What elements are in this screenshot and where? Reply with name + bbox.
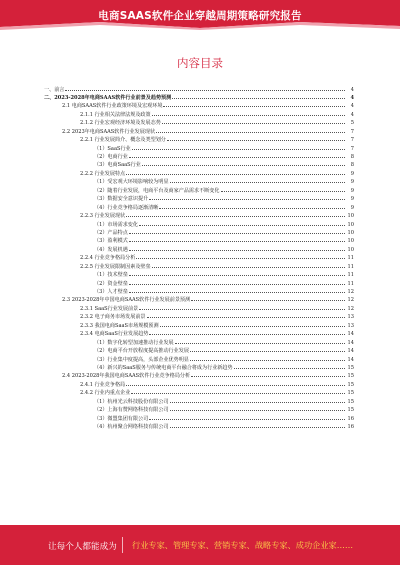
toc-entry[interactable] (44, 413, 354, 421)
toc-entry-title: （3）人才壁垒 (94, 289, 128, 295)
toc-entry-page: 14 (347, 348, 354, 355)
toc-entry[interactable] (44, 244, 354, 252)
toc-entry[interactable] (44, 185, 354, 193)
toc-entry[interactable] (44, 219, 354, 227)
toc-leader-dots (160, 320, 345, 327)
toc-entry[interactable] (44, 202, 354, 210)
toc-leader-dots (129, 244, 345, 251)
toc-entry[interactable] (44, 92, 354, 100)
footer-tagline: 行业专家、管理专家、营销专家、战略专家、成功企业家…… (132, 540, 354, 550)
toc-entry-page: 7 (350, 137, 354, 144)
toc-leader-dots (221, 185, 346, 192)
toc-entry-title: 2.2.5 行业发展限制因素及壁垒 (80, 263, 151, 270)
toc-entry-title: 2.1 电商SAAS软件行业政策环境及宏观环境 (62, 103, 163, 110)
toc-entry-title: 一、前言 (44, 86, 65, 93)
toc-entry[interactable] (44, 337, 354, 345)
toc-entry[interactable] (44, 329, 354, 337)
toc-entry-title: （4）发展机遇 (94, 246, 128, 253)
toc-entry[interactable] (44, 354, 354, 362)
toc-entry[interactable] (44, 143, 354, 151)
toc-leader-dots (156, 126, 345, 133)
toc-entry[interactable] (44, 422, 354, 430)
toc-leader-dots (170, 405, 345, 412)
toc-entry[interactable] (44, 312, 354, 320)
toc-entry[interactable] (44, 253, 354, 261)
page-footer (0, 525, 400, 565)
toc-leader-dots (149, 194, 345, 201)
toc-leader-dots (191, 295, 345, 302)
toc-entry[interactable] (44, 194, 354, 202)
toc-entry[interactable] (44, 278, 354, 286)
toc-entry-title: （2）电商行业 (94, 154, 128, 160)
toc-entry[interactable] (44, 362, 354, 370)
toc-entry-title: 2.4.1 行业竞争格局 (80, 381, 126, 388)
toc-entry-page: 15 (347, 407, 354, 414)
toc-entry-page: 11 (347, 272, 354, 279)
toc-leader-dots (167, 135, 345, 142)
toc-entry-title: （2）电商平台开放程度提高推动行业发展 (94, 348, 189, 355)
toc-entry[interactable] (44, 101, 354, 109)
toc-entry-title: （1）数字化转型加速推动行业发展 (94, 339, 174, 346)
toc-entry-title: （2）上海有赞网络科技有限公司 (94, 407, 169, 414)
toc-entry-title: （1）受宏观大环境影响较为明显 (94, 179, 169, 186)
toc-entry-page: 10 (347, 213, 354, 220)
toc-entry[interactable] (44, 227, 354, 235)
toc-entry[interactable] (44, 396, 354, 404)
toc-leader-dots (65, 84, 345, 91)
toc-entry-title: 2.1.2 行业宏观经济环境及发展态势 (80, 120, 161, 127)
toc-leader-dots (129, 287, 345, 294)
page-header (0, 0, 400, 30)
toc-leader-dots (136, 253, 345, 260)
toc-entry-page: 10 (347, 221, 354, 228)
toc-entry-title: （4）杭州聚合网络科技有限公司 (94, 424, 169, 430)
toc-entry-page: 12 (347, 297, 354, 304)
toc-leader-dots (129, 278, 345, 285)
toc-entry-page: 9 (350, 179, 354, 186)
toc-leader-dots (170, 422, 345, 429)
toc-entry-title: （3）行业集中度提高，头部企业优势明显 (94, 356, 189, 363)
toc-entry-title: （1）杭州光云科技股份有限公司 (94, 398, 169, 405)
toc-entry[interactable] (44, 295, 354, 303)
toc-entry[interactable] (44, 379, 354, 387)
toc-entry-title: （4）新兴的SaaS服务与传统电商平台融合将成为行业新趋势 (94, 364, 233, 371)
toc-leader-dots (129, 270, 345, 277)
toc-entry-page: 9 (350, 204, 354, 211)
toc-entry-page: 8 (350, 154, 354, 160)
toc-entry[interactable] (44, 177, 354, 185)
toc-leader-dots (142, 160, 345, 167)
toc-entry-page: 14 (347, 356, 354, 363)
toc-entry-title: （2）资金壁垒 (94, 280, 128, 287)
toc-entry[interactable] (44, 152, 354, 160)
toc-entry-page: 12 (347, 289, 354, 295)
toc-entry-title: （1）技术壁垒 (94, 272, 128, 279)
toc-leader-dots (163, 101, 345, 108)
toc-leader-dots (149, 329, 345, 336)
toc-entry[interactable] (44, 168, 354, 176)
toc-entry[interactable] (44, 118, 354, 126)
toc-entry-page: 13 (347, 322, 354, 329)
toc-entry[interactable] (44, 405, 354, 413)
toc-leader-dots (129, 236, 345, 243)
toc-entry-title: （3）微盟集团有限公司 (94, 415, 149, 422)
toc-entry-title: 2.3 2023-2028年中国电商SAAS软件行业发展前景预测 (62, 297, 191, 304)
toc-entry-page: 7 (350, 145, 354, 152)
toc-entry[interactable] (44, 303, 354, 311)
toc-entry[interactable] (44, 371, 354, 379)
toc-entry[interactable] (44, 84, 354, 92)
toc-leader-dots (149, 413, 345, 420)
toc-entry[interactable] (44, 261, 354, 269)
toc-entry[interactable] (44, 160, 354, 168)
toc-entry-title: 二、2023-2028年电商SAAS软件行业前景及趋势预测 (44, 94, 172, 101)
toc-entry-page: 16 (347, 424, 354, 430)
toc-leader-dots (170, 177, 345, 184)
toc-entry-title: 2.4 2023-2028年我国电商SAAS软件行业竞争格局分析 (62, 373, 191, 380)
toc-entry-page: 14 (347, 331, 354, 338)
toc-leader-dots (190, 354, 345, 361)
toc-entry[interactable] (44, 320, 354, 328)
toc-entry-page: 4 (350, 111, 354, 118)
toc-leader-dots (139, 303, 345, 310)
toc-leader-dots (152, 261, 345, 268)
toc-entry-page: 15 (347, 364, 354, 371)
toc-leader-dots (172, 92, 345, 99)
toc-entry-page: 15 (347, 373, 354, 380)
toc-entry-title: 2.2.1 行业发展简介、概念及类型划分 (80, 137, 166, 144)
table-of-contents (44, 84, 354, 430)
toc-entry-title: 2.1.1 行业相关法律法规及政策 (80, 111, 151, 118)
toc-entry-title: （1）市场需求变化 (94, 221, 138, 228)
toc-entry-page: 9 (350, 196, 354, 203)
toc-entry[interactable] (44, 388, 354, 396)
toc-leader-dots (126, 168, 345, 175)
toc-entry-page: 8 (350, 162, 354, 169)
toc-entry-title: 2.3.4 电商SaaS行业发展趋势 (80, 331, 149, 338)
toc-entry-title: 2.2 2023年电商SAAS软件行业发展现状 (62, 128, 156, 135)
toc-entry-title: 2.3.1 SaaS行业发展前景 (80, 305, 139, 312)
toc-entry-page: 15 (347, 381, 354, 388)
toc-entry-page: 11 (347, 280, 354, 287)
toc-entry-page: 16 (347, 415, 354, 422)
toc-leader-dots (126, 379, 345, 386)
toc-entry-page: 10 (347, 246, 354, 253)
toc-entry-title: （4）行业竞争格局逐渐清晰 (94, 204, 159, 211)
toc-entry-page: 13 (347, 314, 354, 321)
toc-leader-dots (129, 227, 345, 234)
toc-entry[interactable] (44, 236, 354, 244)
toc-leader-dots (131, 388, 345, 395)
toc-leader-dots (159, 202, 345, 209)
toc-entry-page: 9 (350, 170, 354, 177)
toc-entry-page: 7 (350, 128, 354, 135)
toc-entry-page: 4 (350, 94, 354, 101)
toc-entry-page: 11 (347, 263, 354, 270)
toc-leader-dots (190, 346, 345, 353)
toc-leader-dots (175, 337, 345, 344)
toc-leader-dots (147, 312, 345, 319)
toc-leader-dots (139, 219, 345, 226)
footer-divider (122, 537, 123, 553)
toc-entry-page: 4 (350, 86, 354, 93)
toc-entry-title: （1）SaaS行业 (94, 145, 131, 152)
toc-leader-dots (170, 396, 345, 403)
toc-entry-title: （3）数据安全意识提升 (94, 196, 149, 203)
toc-entry-title: 2.3.2 电子商务市场发展前景 (80, 314, 146, 321)
toc-entry-page: 4 (350, 103, 354, 110)
toc-leader-dots (234, 362, 345, 369)
toc-entry-title: 2.3.3 我国电商SaaS市场规模预测 (80, 322, 159, 329)
toc-entry-title: （3）盈利模式 (94, 238, 128, 245)
footer-slogan: 让每个人都能成为 (48, 542, 117, 552)
toc-entry-title: 2.2.2 行业发展特点 (80, 170, 126, 177)
report-title: 电商SAAS软件企业穿越周期策略研究报告 (98, 10, 302, 22)
toc-entry-title: （2）随着行业发展，电商平台及商家产品需求不断变化 (94, 187, 220, 194)
toc-entry-page: 15 (347, 398, 354, 405)
toc-entry-title: （2）产品特点 (94, 229, 128, 236)
toc-entry-page: 14 (347, 339, 354, 346)
toc-leader-dots (162, 118, 345, 125)
toc-leader-dots (191, 371, 345, 378)
toc-entry-page: 10 (347, 229, 354, 236)
toc-leader-dots (129, 152, 345, 159)
toc-entry[interactable] (44, 287, 354, 295)
toc-entry[interactable] (44, 135, 354, 143)
toc-entry-title: 2.2.4 行业竞争格局分析 (80, 255, 136, 262)
toc-entry-title: 2.4.2 行业内重点企业 (80, 390, 131, 397)
toc-entry-page: 9 (350, 187, 354, 194)
toc-entry-page: 15 (347, 390, 354, 397)
toc-entry[interactable] (44, 211, 354, 219)
toc-entry-page: 10 (347, 238, 354, 245)
toc-heading: 内容目录 (177, 56, 223, 70)
toc-leader-dots (126, 211, 345, 218)
toc-entry[interactable] (44, 270, 354, 278)
toc-entry-page: 5 (350, 120, 354, 127)
toc-leader-dots (132, 143, 345, 150)
toc-leader-dots (152, 109, 345, 116)
toc-entry-page: 11 (347, 255, 354, 262)
toc-entry-title: 2.2.3 行业发展现状 (80, 213, 126, 220)
toc-entry-page: 12 (347, 305, 354, 312)
toc-entry[interactable] (44, 346, 354, 354)
toc-entry-title: （3）电商SaaS行业 (94, 162, 141, 169)
toc-entry[interactable] (44, 126, 354, 134)
toc-entry[interactable] (44, 109, 354, 117)
